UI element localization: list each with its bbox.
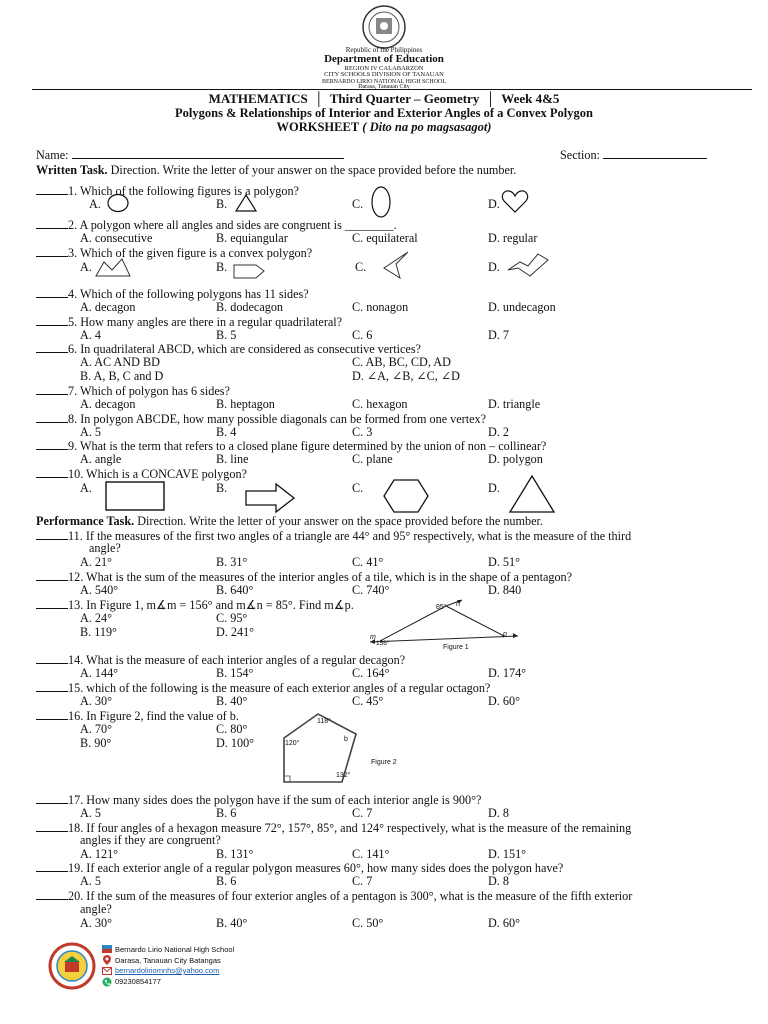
q1-triangle-shape <box>234 193 258 213</box>
q11-option-d: D. 51° <box>488 555 520 569</box>
figure-1-label-p: p <box>503 631 507 638</box>
figure-2-caption: Figure 2 <box>371 759 397 766</box>
answer-blank[interactable] <box>36 439 68 450</box>
question-11: 11. If the measures of the first two angles of a triangle are 44° and 95° respectively, what is the measure of the third <box>36 529 631 542</box>
figure-1-label-n: n <box>456 601 460 608</box>
answer-blank[interactable] <box>36 287 68 298</box>
q10-option-a: A. <box>80 481 92 495</box>
answer-blank[interactable] <box>36 821 68 832</box>
figure-1-label-m: m <box>370 634 376 641</box>
q19-option-b: B. 6 <box>216 874 237 888</box>
question-10: 10. Which is a CONCAVE polygon? <box>36 467 247 480</box>
division-text: CITY SCHOOLS DIVISION OF TANAUAN <box>324 71 444 78</box>
question-4: 4. Which of the following polygons has 11 sides? <box>36 287 309 300</box>
q12-option-b: B. 640° <box>216 583 254 597</box>
answer-blank[interactable] <box>36 315 68 326</box>
region-text: REGION IV CALABARZON <box>344 65 424 72</box>
answer-blank[interactable] <box>36 184 68 195</box>
q17-option-d: D. 8 <box>488 806 509 820</box>
email-icon <box>102 967 112 975</box>
q18-option-a: A. 121° <box>80 847 119 861</box>
q12-option-d: D. 840 <box>488 583 522 597</box>
title-line2: Polygons & Relationships of Interior and Exterior Angles of a Convex Polygon <box>175 106 593 120</box>
q10-option-c: C. <box>352 481 364 495</box>
q14-option-a: A. 144° <box>80 666 119 680</box>
q4-option-b: B. dodecagon <box>216 300 284 314</box>
q19-option-d: D. 8 <box>488 874 509 888</box>
q18-option-b: B. 131° <box>216 847 254 861</box>
q1-option-b: B. <box>216 197 228 211</box>
q10-arrow-shape <box>244 482 296 514</box>
question-3: 3. Which of the given figure is a convex polygon? <box>36 246 312 259</box>
question-2: 2. A polygon where all angles and sides are congruent is ________. <box>36 218 397 231</box>
figure-1-label-156: 156° <box>376 640 390 647</box>
footer-phone: 09230854177 <box>115 977 161 986</box>
q20-option-d: D. 60° <box>488 916 520 930</box>
q11-text-cont: angle? <box>89 541 121 555</box>
q4-option-a: A. decagon <box>80 300 136 314</box>
school-logo <box>48 942 96 990</box>
answer-blank[interactable] <box>36 681 68 692</box>
phone-icon <box>102 977 112 987</box>
performance-task-heading: Performance Task. <box>36 514 135 528</box>
q6-option-b: B. A, B, C and D <box>80 369 164 383</box>
q18-option-d: D. 151° <box>488 847 527 861</box>
answer-blank[interactable] <box>36 467 68 478</box>
q15-option-d: D. 60° <box>488 694 520 708</box>
q5-option-d: D. 7 <box>488 328 509 342</box>
q3-arrowhead-shape <box>380 250 412 280</box>
q3-option-d: D. <box>488 260 500 274</box>
figure-2-label-132: 132° <box>336 772 351 779</box>
q16-option-c: C. 80° <box>216 722 248 736</box>
q5-option-a: A. 4 <box>80 328 101 342</box>
question-6: 6. In quadrilateral ABCD, which are considered as consecutive vertices? <box>36 342 421 355</box>
q3-irregular-shape <box>506 252 550 278</box>
written-task-heading: Written Task. <box>36 163 108 177</box>
answer-blank[interactable] <box>36 793 68 804</box>
worksheet-label: WORKSHEET <box>276 120 360 134</box>
answer-blank[interactable] <box>36 861 68 872</box>
q6-option-d: D. ∠A, ∠B, ∠C, ∠D <box>352 369 460 383</box>
q3-zigzag-shape <box>94 256 134 278</box>
section-input-line[interactable] <box>603 148 707 159</box>
answer-blank[interactable] <box>36 889 68 900</box>
q15-option-c: C. 45° <box>352 694 384 708</box>
q2-option-a: A. consecutive <box>80 231 153 245</box>
section-field <box>560 148 707 161</box>
q11-option-b: B. 31° <box>216 555 248 569</box>
q9-option-d: D. polygon <box>488 452 543 466</box>
figure-2-label-b: b <box>344 736 348 743</box>
answer-blank[interactable] <box>36 709 68 720</box>
q8-option-d: D. 2 <box>488 425 509 439</box>
q6-option-c: C. AB, BC, CD, AD <box>352 355 451 369</box>
performance-task-direction-text: Direction. Write the letter of your answer on the space provided before the number. <box>134 514 543 528</box>
answer-blank[interactable] <box>36 570 68 581</box>
name-input-line[interactable] <box>72 148 344 159</box>
question-1: 1. Which of the following figures is a polygon? <box>36 184 299 197</box>
q1-heart-shape <box>501 189 529 215</box>
q11-option-a: A. 21° <box>80 555 112 569</box>
q12-option-a: A. 540° <box>80 583 119 597</box>
q20-option-a: A. 30° <box>80 916 112 930</box>
name-field <box>36 148 344 161</box>
q4-option-c: C. nonagon <box>352 300 409 314</box>
q5-option-c: C. 6 <box>352 328 373 342</box>
q1-oval-shape <box>369 184 393 220</box>
written-task-direction-text: Direction. Write the letter of your answer on the space provided before the number. <box>107 163 517 177</box>
answer-blank[interactable] <box>36 653 68 664</box>
q3-option-a: A. <box>80 260 92 274</box>
q8-option-c: C. 3 <box>352 425 373 439</box>
answer-blank[interactable] <box>36 342 68 353</box>
q20-option-b: B. 40° <box>216 916 248 930</box>
question-8: 8. In polygon ABCDE, how many possible diagonals can be formed from one vertex? <box>36 412 486 425</box>
q8-option-b: B. 4 <box>216 425 237 439</box>
section-label: Section: <box>560 148 600 162</box>
q7-option-b: B. heptagon <box>216 397 275 411</box>
worksheet-title <box>0 121 768 134</box>
q10-rectangle-shape <box>104 480 166 512</box>
answer-blank[interactable] <box>36 412 68 423</box>
q2-option-b: B. equiangular <box>216 231 288 245</box>
q19-option-a: A. 5 <box>80 874 101 888</box>
q13-option-c: C. 95° <box>216 611 248 625</box>
performance-task-direction <box>36 515 543 527</box>
q1-circle-shape <box>106 193 130 213</box>
q11-option-c: C. 41° <box>352 555 384 569</box>
question-18: 18. If four angles of a hexagon measure 72°, 157°, 85°, and 124° respectively, what is the measure of the remaining <box>36 821 631 834</box>
q15-option-a: A. 30° <box>80 694 112 708</box>
school-flag-icon <box>102 945 112 953</box>
q3-pentagon-arrow-shape <box>232 262 268 280</box>
name-label: Name: <box>36 148 69 162</box>
question-16: 16. In Figure 2, find the value of b. <box>36 709 239 722</box>
figure-2-label-118: 118° <box>317 718 331 725</box>
q16-option-d: D. 100° <box>216 736 255 750</box>
question-5: 5. How many angles are there in a regular quadrilateral? <box>36 315 342 328</box>
q9-option-a: A. angle <box>80 452 122 466</box>
answer-blank[interactable] <box>36 529 68 540</box>
q17-option-a: A. 5 <box>80 806 101 820</box>
q13-option-b: B. 119° <box>80 625 117 639</box>
q14-option-c: C. 164° <box>352 666 390 680</box>
q7-option-d: D. triangle <box>488 397 541 411</box>
header-divider <box>32 89 752 90</box>
q13-option-a: A. 24° <box>80 611 112 625</box>
q13-option-d: D. 241° <box>216 625 255 639</box>
q14-option-d: D. 174° <box>488 666 527 680</box>
q9-option-b: B. line <box>216 452 249 466</box>
answer-blank[interactable] <box>36 598 68 609</box>
q3-option-c: C. <box>355 260 367 274</box>
q19-option-c: C. 7 <box>352 874 373 888</box>
q14-option-b: B. 154° <box>216 666 254 680</box>
q1-option-d: D. <box>488 197 500 211</box>
q16-option-a: A. 70° <box>80 722 112 736</box>
deped-seal <box>361 4 407 50</box>
q6-option-a: A. AC AND BD <box>80 355 160 369</box>
written-task-direction <box>36 164 516 176</box>
q5-option-b: B. 5 <box>216 328 237 342</box>
department-text: Department of Education <box>324 53 444 65</box>
figure-1-caption: Figure 1 <box>443 644 469 651</box>
q4-option-d: D. undecagon <box>488 300 556 314</box>
q2-option-d: D. regular <box>488 231 538 245</box>
question-19: 19. If each exterior angle of a regular polygon measures 60°, how many sides does the polygon have? <box>36 861 563 874</box>
school-text: BERNARDO LIRIO NATIONAL HIGH SCHOOL <box>321 79 447 85</box>
location-pin-icon <box>103 955 111 965</box>
q1-option-a: A. <box>89 197 101 211</box>
question-14: 14. What is the measure of each interior angles of a regular decagon? <box>36 653 405 666</box>
q10-triangle-shape <box>508 474 556 514</box>
q10-hexagon-shape <box>382 478 430 514</box>
q9-option-c: C. plane <box>352 452 393 466</box>
q18-text-cont: angles if they are congruent? <box>80 833 221 847</box>
footer-email-link[interactable]: bernardoliriomnhs@yahoo.com <box>115 966 220 975</box>
q12-option-c: C. 740° <box>352 583 390 597</box>
footer-address: Darasa, Tanauan City Batangas <box>115 956 221 965</box>
q17-option-c: C. 7 <box>352 806 373 820</box>
q16-option-b: B. 90° <box>80 736 112 750</box>
question-20: 20. If the sum of the measures of four exterior angles of a pentagon is 300°, what is the measure of the fifth exterior <box>36 889 632 902</box>
answer-blank[interactable] <box>36 246 68 257</box>
question-15: 15. which of the following is the measure of each exterior angles of a regular octagon? <box>36 681 490 694</box>
q15-option-b: B. 40° <box>216 694 248 708</box>
figure-2-label-120: 120° <box>285 740 300 747</box>
q7-option-a: A. decagon <box>80 397 136 411</box>
question-12: 12. What is the sum of the measures of the interior angles of a tile, which is in the shape of a pentagon? <box>36 570 572 583</box>
q18-option-c: C. 141° <box>352 847 390 861</box>
republic-text: Republic of the Philippines <box>345 46 423 54</box>
question-7: 7. Which of polygon has 6 sides? <box>36 384 230 397</box>
q2-option-c: C. equilateral <box>352 231 418 245</box>
q7-option-c: C. hexagon <box>352 397 408 411</box>
q17-option-b: B. 6 <box>216 806 237 820</box>
q20-text-cont: angle? <box>80 902 112 916</box>
q10-option-b: B. <box>216 481 228 495</box>
answer-blank[interactable] <box>36 384 68 395</box>
address-text: Darasa, Tanauan City <box>358 84 410 90</box>
q8-option-a: A. 5 <box>80 425 101 439</box>
question-17: 17. How many sides does the polygon have if the sum of each interior angle is 900°? <box>36 793 481 806</box>
worksheet-note: ( Dito na po magsasagot) <box>362 120 492 134</box>
footer-school: Bernardo Lirio National High School <box>115 945 235 954</box>
q10-option-d: D. <box>488 481 500 495</box>
figure-1-label-85: 85° <box>436 604 447 611</box>
question-9: 9. What is the term that refers to a closed plane figure determined by the union of non – collinear? <box>36 439 546 452</box>
answer-blank[interactable] <box>36 218 68 229</box>
q1-option-c: C. <box>352 197 364 211</box>
q20-option-c: C. 50° <box>352 916 384 930</box>
question-13: 13. In Figure 1, m∡m = 156° and m∡n = 85°. Find m∡p. <box>36 598 354 611</box>
q3-option-b: B. <box>216 260 228 274</box>
title-line1: MATHEMATICS │ Third Quarter – Geometry │ Week 4&5 <box>208 91 560 106</box>
